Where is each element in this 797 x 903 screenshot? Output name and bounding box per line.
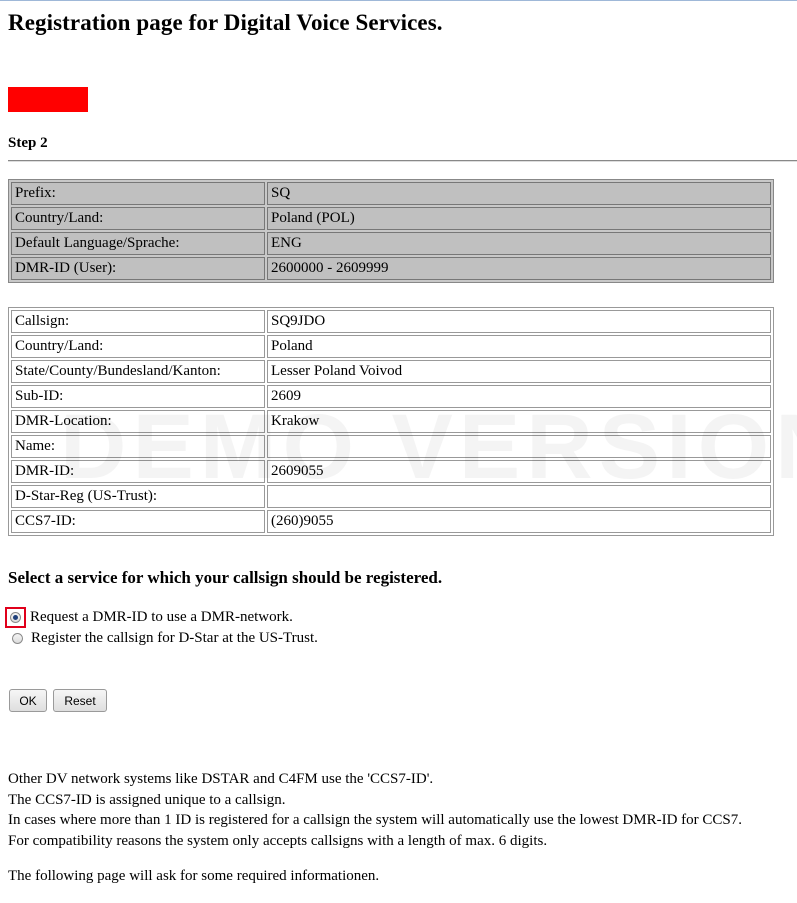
table-row [11, 410, 771, 433]
field-label: State/County/Bundesland/Kanton: [11, 360, 265, 383]
dstar-option-label: Register the callsign for D-Star at the US-Trust. [31, 629, 318, 646]
dstar-radio[interactable] [12, 633, 23, 644]
info-label: DMR-ID (User): [11, 257, 265, 280]
table-row [11, 182, 771, 205]
dmr-option-label: Request a DMR-ID to use a DMR-network. [30, 608, 293, 625]
field-label: Sub-ID: [11, 385, 265, 408]
info-label: Prefix: [11, 182, 265, 205]
user-details-table [8, 307, 774, 536]
field-label: CCS7-ID: [11, 510, 265, 533]
reset-button[interactable]: Reset [53, 689, 107, 712]
info-notes [8, 769, 797, 887]
field-value: SQ9JDO [267, 310, 771, 333]
info-value: Poland (POL) [267, 207, 771, 230]
field-label: Callsign: [11, 310, 265, 333]
info-value: 2600000 - 2609999 [267, 257, 771, 280]
service-select-heading: Select a service for which your callsign should be registered. [8, 568, 443, 587]
table-row [11, 510, 771, 533]
field-label: Name: [11, 435, 265, 458]
field-value: (260)9055 [267, 510, 771, 533]
table-row [11, 257, 771, 280]
note-line: Other DV network systems like DSTAR and C4FM use the 'CCS7-ID'. [8, 771, 434, 787]
page-title: Registration page for Digital Voice Services. [8, 10, 443, 35]
table-row [11, 335, 771, 358]
note-line: For compatibility reasons the system only accepts callsigns with a length of max. 6 digits. [8, 832, 548, 849]
table-row [11, 360, 771, 383]
note-line: The CCS7-ID is assigned unique to a callsign. [8, 791, 286, 808]
note-line: In cases where more than 1 ID is registered for a callsign the system will automatically use the lowest DMR-ID for CCS7. [8, 812, 742, 828]
divider [8, 160, 797, 162]
field-label: D-Star-Reg (US-Trust): [11, 485, 265, 508]
info-value: ENG [267, 232, 771, 255]
table-row [11, 232, 771, 255]
footer-note: The following page will ask for some required informationen. [8, 868, 380, 884]
info-value: SQ [267, 182, 771, 205]
service-option-dmr[interactable] [12, 608, 293, 626]
prefix-info-table [8, 179, 774, 283]
selection-highlight-box [5, 607, 26, 628]
field-value: Lesser Poland Voivod [267, 360, 771, 383]
table-row [11, 485, 771, 508]
field-label: Country/Land: [11, 335, 265, 358]
spacer [8, 851, 797, 866]
step-label: Step 2 [8, 135, 48, 151]
field-label: DMR-ID: [11, 460, 265, 483]
field-value: 2609055 [267, 460, 771, 483]
table-row [11, 435, 771, 458]
status-red-block [8, 87, 88, 112]
field-value [267, 435, 771, 458]
table-row [11, 385, 771, 408]
top-border [0, 0, 797, 1]
field-value: Krakow [267, 410, 771, 433]
info-label: Country/Land: [11, 207, 265, 230]
field-value: Poland [267, 335, 771, 358]
field-label: DMR-Location: [11, 410, 265, 433]
table-row [11, 460, 771, 483]
service-option-dstar[interactable] [12, 629, 318, 647]
field-value [267, 485, 771, 508]
table-row [11, 310, 771, 333]
dmr-radio[interactable] [10, 612, 21, 623]
ok-button[interactable]: OK [9, 689, 47, 712]
field-value: 2609 [267, 385, 771, 408]
info-label: Default Language/Sprache: [11, 232, 265, 255]
table-row [11, 207, 771, 230]
